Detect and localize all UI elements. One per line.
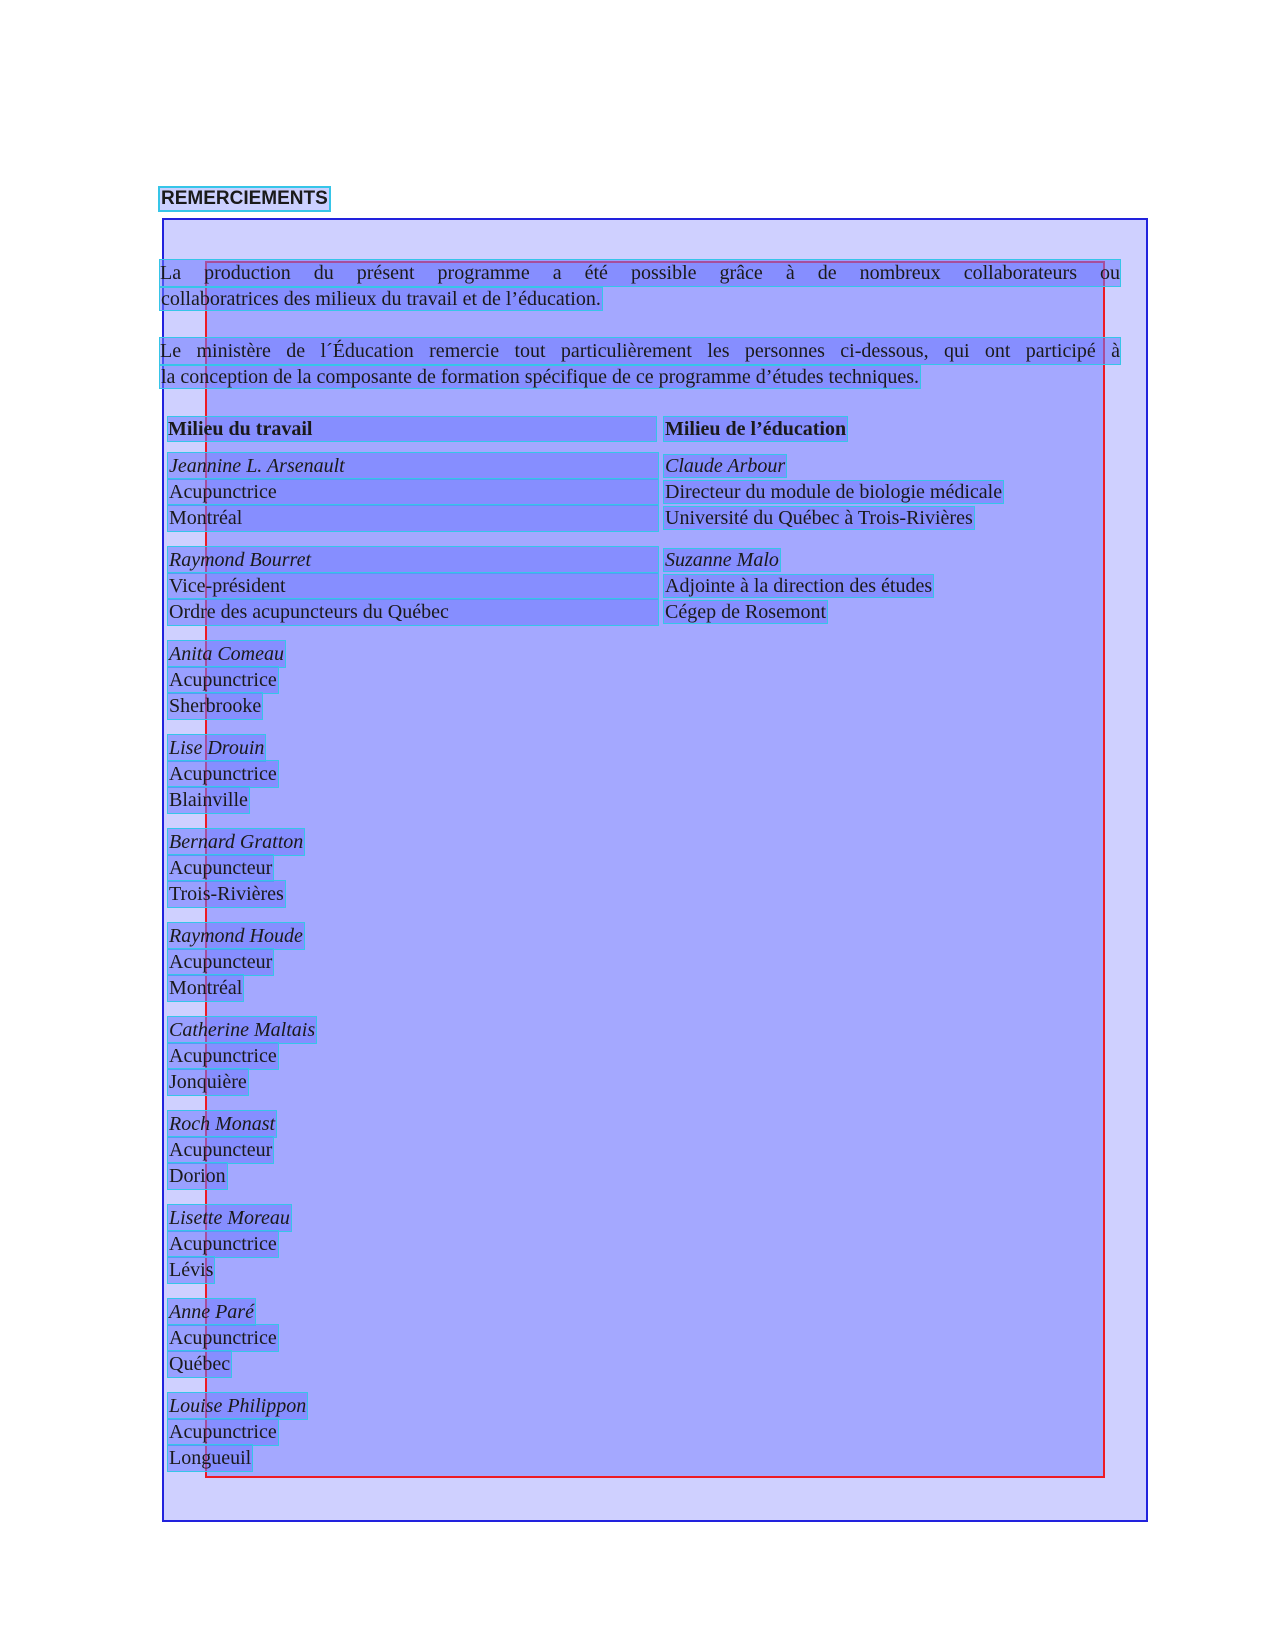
entry-name-wrap bbox=[168, 735, 278, 761]
work-entry bbox=[168, 547, 658, 625]
entry-name: Lise Drouin bbox=[169, 737, 265, 759]
work-entry bbox=[168, 735, 278, 813]
entry-name: Roch Monast bbox=[169, 1113, 276, 1135]
work-entry bbox=[168, 1017, 316, 1095]
entry-name-wrap bbox=[168, 1017, 316, 1043]
work-entry bbox=[168, 1205, 291, 1283]
entry-place: Cégep de Rosemont bbox=[665, 601, 827, 623]
entry-name: Raymond Houde bbox=[169, 925, 303, 947]
entry-place: Québec bbox=[169, 1353, 231, 1375]
intro-p1-line-1: La production du présent programme a été possible grâce à de nombreux collaborateurs ou bbox=[160, 262, 1120, 284]
entry-name-wrap bbox=[168, 1393, 307, 1419]
entry-role-wrap bbox=[664, 479, 1003, 505]
entry-role-wrap bbox=[168, 949, 304, 975]
entry-role: Acupuncteur bbox=[169, 951, 273, 973]
work-entry bbox=[168, 923, 304, 1001]
work-entry bbox=[168, 1393, 307, 1471]
entry-place: Ordre des acupuncteurs du Québec bbox=[168, 599, 658, 625]
entry-place: Montréal bbox=[169, 977, 243, 999]
entry-place-wrap bbox=[168, 787, 278, 813]
entry-place-wrap bbox=[168, 1163, 276, 1189]
page-heading: REMERCIEMENTS bbox=[161, 188, 328, 209]
entry-role: Acupunctrice bbox=[169, 1045, 277, 1067]
entry-place: Sherbrooke bbox=[169, 695, 262, 717]
work-entry bbox=[168, 829, 304, 907]
entry-place-wrap bbox=[168, 1069, 316, 1095]
entry-name: Claude Arbour bbox=[665, 455, 786, 477]
entry-name-wrap bbox=[168, 1205, 291, 1231]
entry-name-wrap bbox=[168, 1299, 278, 1325]
entry-place: Montréal bbox=[168, 505, 658, 531]
entry-place-wrap bbox=[664, 599, 933, 625]
entry-name-wrap bbox=[168, 1111, 276, 1137]
entry-name: Raymond Bourret bbox=[168, 547, 658, 573]
entry-place-wrap bbox=[168, 975, 304, 1001]
intro-p1-line-2: collaboratrices des milieux du travail et de l’éducation. bbox=[161, 288, 601, 310]
entry-place-wrap bbox=[168, 1351, 278, 1377]
entry-place-wrap bbox=[168, 599, 658, 625]
entry-name: Catherine Maltais bbox=[169, 1019, 316, 1041]
entry-name-wrap bbox=[664, 453, 1003, 479]
entry-role: Acupuncteur bbox=[169, 857, 273, 879]
entry-place: Longueuil bbox=[169, 1447, 252, 1469]
intro-paragraph-2 bbox=[160, 338, 1120, 390]
entry-role-wrap bbox=[168, 667, 285, 693]
entry-role: Adjointe à la direction des études bbox=[665, 575, 933, 597]
entry-role-wrap bbox=[168, 855, 304, 881]
entry-role-wrap bbox=[168, 1419, 307, 1445]
work-entry bbox=[168, 453, 658, 531]
entry-role-wrap bbox=[168, 479, 658, 505]
entry-name: Anne Paré bbox=[169, 1301, 254, 1323]
entry-role: Directeur du module de biologie médicale bbox=[665, 481, 1003, 503]
entry-role-wrap bbox=[168, 573, 658, 599]
work-column-heading: Milieu du travail bbox=[168, 417, 656, 441]
education-column-heading: Milieu de l’éducation bbox=[665, 418, 847, 440]
entry-place-wrap bbox=[168, 1257, 291, 1283]
entry-place: Université du Québec à Trois-Rivières bbox=[665, 507, 973, 529]
entry-place: Trois-Rivières bbox=[169, 883, 284, 905]
entry-role: Acupunctrice bbox=[168, 479, 658, 505]
entry-name-wrap bbox=[168, 829, 304, 855]
entry-role: Acupunctrice bbox=[169, 669, 277, 691]
entry-place-wrap bbox=[664, 505, 1003, 531]
entry-name-wrap bbox=[168, 547, 658, 573]
entry-name: Suzanne Malo bbox=[665, 549, 779, 571]
work-entry bbox=[168, 1299, 278, 1377]
entry-name-wrap bbox=[664, 547, 933, 573]
entry-role-wrap bbox=[168, 1325, 278, 1351]
entry-place: Lévis bbox=[169, 1259, 214, 1281]
entry-place: Jonquière bbox=[169, 1071, 247, 1093]
entry-name: Louise Philippon bbox=[169, 1395, 307, 1417]
entry-role: Acupunctrice bbox=[169, 1327, 277, 1349]
entry-place-wrap bbox=[168, 1445, 307, 1471]
entry-place-wrap bbox=[168, 881, 304, 907]
intro-p2-line-1: Le ministère de l´Éducation remercie tout particulièrement les personnes ci-dessous, qui ont participé à bbox=[160, 340, 1120, 362]
work-entry bbox=[168, 641, 285, 719]
entry-role: Acupuncteur bbox=[169, 1139, 273, 1161]
entry-name-wrap bbox=[168, 641, 285, 667]
intro-p2-line-2-wrap bbox=[160, 364, 1120, 390]
entry-name: Lisette Moreau bbox=[169, 1207, 290, 1229]
education-entry bbox=[664, 547, 933, 625]
entry-name-wrap bbox=[168, 453, 658, 479]
entry-role: Acupunctrice bbox=[169, 763, 277, 785]
entry-place-wrap bbox=[168, 505, 658, 531]
entry-role: Acupunctrice bbox=[169, 1233, 277, 1255]
entry-place: Blainville bbox=[169, 789, 248, 811]
entry-name: Anita Comeau bbox=[169, 643, 284, 665]
entry-role-wrap bbox=[168, 761, 278, 787]
education-entry bbox=[664, 453, 1003, 531]
intro-p2-line-2: la conception de la composante de formation spécifique de ce programme d’études techniques. bbox=[161, 366, 920, 388]
work-entry bbox=[168, 1111, 276, 1189]
entry-name: Bernard Gratton bbox=[169, 831, 304, 853]
entry-place: Dorion bbox=[169, 1165, 226, 1187]
intro-paragraph-1 bbox=[160, 260, 1120, 312]
entry-role: Vice-président bbox=[168, 573, 658, 599]
entry-role-wrap bbox=[664, 573, 933, 599]
entry-role-wrap bbox=[168, 1231, 291, 1257]
entry-name: Jeannine L. Arsenault bbox=[168, 453, 658, 479]
entry-role-wrap bbox=[168, 1043, 316, 1069]
intro-p1-line-2-wrap bbox=[160, 286, 1120, 312]
entry-role-wrap bbox=[168, 1137, 276, 1163]
entry-name-wrap bbox=[168, 923, 304, 949]
content-frame bbox=[205, 261, 1105, 1478]
entry-place-wrap bbox=[168, 693, 285, 719]
entry-role: Acupunctrice bbox=[169, 1421, 277, 1443]
